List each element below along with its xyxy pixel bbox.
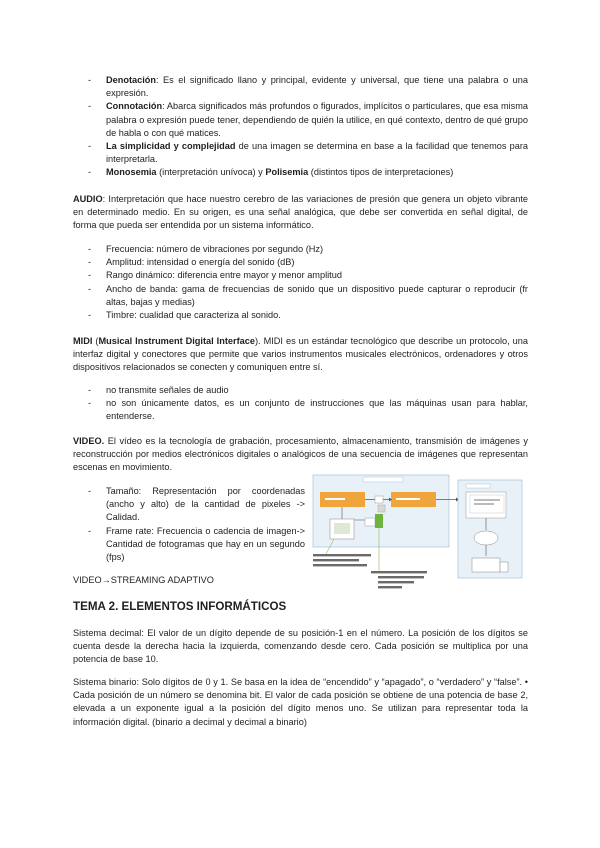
diagram-file-line xyxy=(474,503,494,505)
diagram-packager-label xyxy=(396,498,420,500)
decimal-paragraph: Sistema decimal: El valor de un dígito depende de su posición-1 en el número. La posición de los dígitos se cuenta desde la derecha hacia la izquierda, comenzando desde cero. Cada posición se multiplica por una potencia de base 10. xyxy=(73,628,528,665)
binary-paragraph: Sistema binario: Solo dígitos de 0 y 1. Se basa en la idea de “encendido” y “apagado”, o “verdadero” y “false”. • Cada posición de un número se denomina bit. El valor de cada posición se obtiene de una potencia de base 2, elevada a un exponente igual a la posición del dígito menos uno. Se utilizan para representar toda la información digital. (binario a decimal y decimal a binario) xyxy=(73,677,528,727)
list-item: - Timbre: cualidad que caracteriza al sonido. xyxy=(88,310,281,321)
diagram-monitor-screen xyxy=(334,523,350,534)
list-item: - no son únicamente datos, es un conjunto de instrucciones que las máquinas usan para hablar, entenderse. xyxy=(88,398,528,422)
diagram-callout-text-line xyxy=(371,571,427,573)
terms-list xyxy=(73,74,528,180)
video-paragraph: VIDEO. El vídeo es la tecnología de grabación, procesamiento, almacenamiento, transmisión de imágenes y reconstrucción por medios electrónicos digitales o analógicos de una secuencia de imágenes que representan escenas en movimiento. xyxy=(73,436,528,473)
audio-paragraph: AUDIO: Interpretación que hace nuestro cerebro de las variaciones de presión que genera un objeto vibrante en determinado medio. En su origen, es una señal analógica, que debe ser convertida en señal digital, de forma que pueda ser entendida por un sistema informático. xyxy=(73,194,528,231)
midi-list xyxy=(73,384,528,424)
list-item: - Frecuencia: número de vibraciones por segundo (Hz) xyxy=(88,244,324,254)
diagram-cloud-icon xyxy=(474,531,498,545)
diagram-phone-icon xyxy=(500,562,508,572)
list-item: - La simplicidad y complejidad de una imagen se determina en base a la facilidad que tenemos para interpretarla. xyxy=(88,141,529,165)
list-item: - Connotación: Abarca significados más profundos o figurados, implícitos o particulares, que esa misma palabra o expresión puede tener, dependiendo de quién la utilice, en qué contexto, dentro de qué grupo de habla o con qué matices. xyxy=(88,101,528,138)
diagram-small-icon xyxy=(378,505,385,512)
list-item: - no transmite señales de audio xyxy=(88,385,229,395)
diagram-encoder-label xyxy=(325,498,345,500)
list-item: - Denotación: Es el significado llano y principal, evidente y universal, que tiene una palabra o una expresión. xyxy=(88,75,528,99)
diagram-callout-text-line xyxy=(313,554,371,556)
diagram-callout-text-line xyxy=(378,586,402,588)
video-list xyxy=(73,485,305,564)
diagram-callout-text-line xyxy=(313,564,367,566)
diagram-callout-text-line xyxy=(378,581,414,583)
list-item: - Monosemia (interpretación unívoca) y Polisemia (distintos tipos de interpretaciones) xyxy=(88,167,454,178)
diagram-green-box xyxy=(375,514,383,528)
diagram-file-line xyxy=(474,499,500,501)
diagram-arrow-label xyxy=(375,496,383,503)
diagram-callout-text-line xyxy=(313,559,359,561)
list-item: - Frame rate: Frecuencia o cadencia de imagen-> Cantidad de fotogramas que hay en un segundo (fps) xyxy=(88,525,305,563)
list-item: - Rango dinámico: diferencia entre mayor y menor amplitud xyxy=(88,270,342,281)
list-item: - Tamaño: Representación por coordenadas (ancho y alto) de la cantidad de pixeles -> Calidad. xyxy=(88,486,305,523)
diagram-callout-text-line xyxy=(378,576,424,578)
streaming-line: VIDEO→STREAMING ADAPTIVO xyxy=(73,575,214,585)
diagram-delivery-title xyxy=(466,484,490,488)
streaming-diagram xyxy=(308,474,528,594)
list-item: - Ancho de banda: gama de frecuencias de sonido que un dispositivo puede capturar o reproducir (fr altas, bajas y medias) xyxy=(88,283,528,307)
diagram-devices-icon xyxy=(472,558,500,572)
diagram-connector-label xyxy=(365,518,375,526)
section-heading: TEMA 2. ELEMENTOS INFORMÁTICOS xyxy=(73,600,287,613)
diagram-panel-title xyxy=(363,477,403,482)
midi-paragraph: MIDI (Musical Instrument Digital Interface). MIDI es un estándar tecnológico que describe un protocolo, una interfaz digital y conectores que permite que varios instrumentos musicales electrónicos, ordenadores y otros dispositivos relacionados se conecten y comuniquen entre sí. xyxy=(73,336,528,373)
audio-list xyxy=(73,243,528,322)
list-item: - Amplitud: intensidad o energía del sonido (dB) xyxy=(88,257,295,268)
